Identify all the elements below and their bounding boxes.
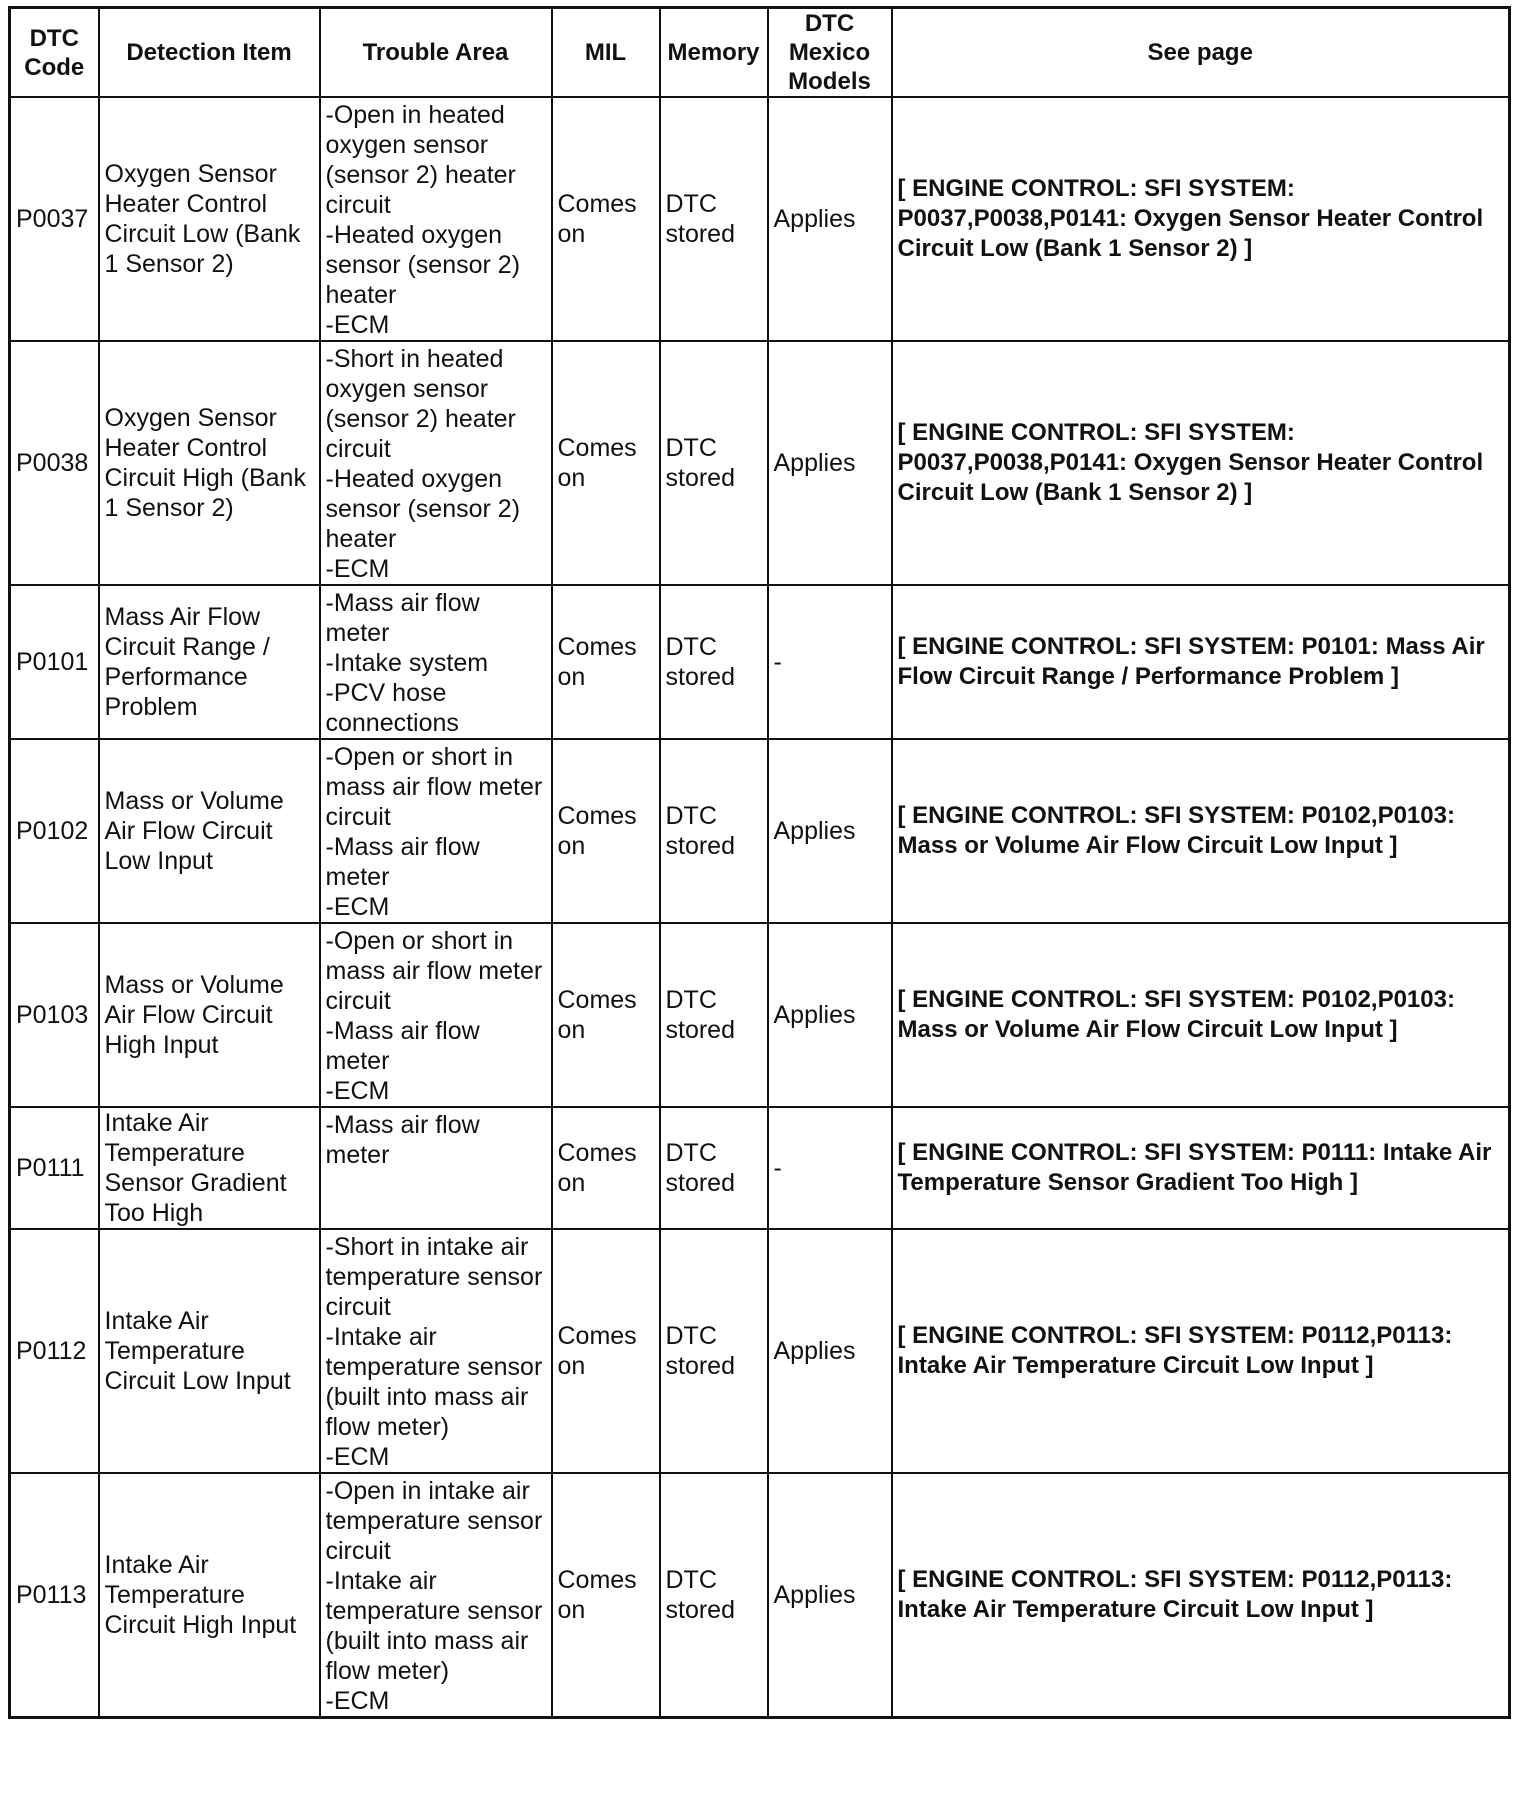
trouble-area-cell: -Short in heated oxygen sensor (sensor 2) heater circuit -Heated oxygen sensor (sensor 2) heater -ECM xyxy=(320,341,552,585)
table-row xyxy=(10,1473,1510,1718)
table-row xyxy=(10,1107,1510,1229)
memory-cell: DTC stored xyxy=(660,341,768,585)
dtc-code-cell: P0103 xyxy=(10,923,99,1107)
memory-cell: DTC stored xyxy=(660,1473,768,1718)
mil-cell: Comes on xyxy=(552,923,660,1107)
memory-cell: DTC stored xyxy=(660,585,768,739)
table-row xyxy=(10,585,1510,739)
mil-cell: Comes on xyxy=(552,1229,660,1473)
header-row xyxy=(10,8,1510,98)
detection-item-cell: Intake Air Temperature Sensor Gradient Too High xyxy=(99,1107,320,1229)
dtc-mexico-cell: Applies xyxy=(768,923,892,1107)
mil-cell: Comes on xyxy=(552,739,660,923)
see-page-link[interactable]: [ ENGINE CONTROL: SFI SYSTEM: P0101: Mass Air Flow Circuit Range / Performance Problem ] xyxy=(892,585,1510,739)
see-page-link[interactable]: [ ENGINE CONTROL: SFI SYSTEM: P0037,P0038,P0141: Oxygen Sensor Heater Control Circuit Low (Bank 1 Sensor 2) ] xyxy=(892,97,1510,341)
header-detection-item: Detection Item xyxy=(99,8,320,98)
header-dtc-mexico-models: DTC Mexico Models xyxy=(768,8,892,98)
trouble-area-cell: -Short in intake air temperature sensor circuit -Intake air temperature sensor (built into mass air flow meter) -ECM xyxy=(320,1229,552,1473)
dtc-code-cell: P0102 xyxy=(10,739,99,923)
dtc-code-cell: P0101 xyxy=(10,585,99,739)
trouble-area-cell: -Open or short in mass air flow meter circuit -Mass air flow meter -ECM xyxy=(320,923,552,1107)
detection-item-cell: Mass or Volume Air Flow Circuit High Input xyxy=(99,923,320,1107)
trouble-area-cell: -Open in intake air temperature sensor circuit -Intake air temperature sensor (built into mass air flow meter) -ECM xyxy=(320,1473,552,1718)
dtc-mexico-cell: - xyxy=(768,1107,892,1229)
detection-item-cell: Intake Air Temperature Circuit High Input xyxy=(99,1473,320,1718)
memory-cell: DTC stored xyxy=(660,97,768,341)
dtc-mexico-cell: Applies xyxy=(768,1229,892,1473)
memory-cell: DTC stored xyxy=(660,1229,768,1473)
header-see-page: See page xyxy=(892,8,1510,98)
dtc-mexico-cell: Applies xyxy=(768,341,892,585)
see-page-link[interactable]: [ ENGINE CONTROL: SFI SYSTEM: P0102,P0103: Mass or Volume Air Flow Circuit Low Input ] xyxy=(892,739,1510,923)
detection-item-cell: Oxygen Sensor Heater Control Circuit Low (Bank 1 Sensor 2) xyxy=(99,97,320,341)
dtc-code-cell: P0113 xyxy=(10,1473,99,1718)
memory-cell: DTC stored xyxy=(660,1107,768,1229)
dtc-code-cell: P0038 xyxy=(10,341,99,585)
mil-cell: Comes on xyxy=(552,97,660,341)
mil-cell: Comes on xyxy=(552,1473,660,1718)
memory-cell: DTC stored xyxy=(660,739,768,923)
header-mil: MIL xyxy=(552,8,660,98)
mil-cell: Comes on xyxy=(552,341,660,585)
memory-cell: DTC stored xyxy=(660,923,768,1107)
header-trouble-area: Trouble Area xyxy=(320,8,552,98)
detection-item-cell: Oxygen Sensor Heater Control Circuit High (Bank 1 Sensor 2) xyxy=(99,341,320,585)
see-page-link[interactable]: [ ENGINE CONTROL: SFI SYSTEM: P0102,P0103: Mass or Volume Air Flow Circuit Low Input ] xyxy=(892,923,1510,1107)
dtc-mexico-cell: Applies xyxy=(768,739,892,923)
see-page-link[interactable]: [ ENGINE CONTROL: SFI SYSTEM: P0111: Intake Air Temperature Sensor Gradient Too High ] xyxy=(892,1107,1510,1229)
detection-item-cell: Intake Air Temperature Circuit Low Input xyxy=(99,1229,320,1473)
trouble-area-cell: -Open in heated oxygen sensor (sensor 2) heater circuit -Heated oxygen sensor (sensor 2) heater -ECM xyxy=(320,97,552,341)
dtc-table xyxy=(8,6,1511,1719)
detection-item-cell: Mass Air Flow Circuit Range / Performance Problem xyxy=(99,585,320,739)
dtc-mexico-cell: Applies xyxy=(768,97,892,341)
dtc-mexico-cell: Applies xyxy=(768,1473,892,1718)
mil-cell: Comes on xyxy=(552,1107,660,1229)
table-row xyxy=(10,1229,1510,1473)
header-dtc-code: DTC Code xyxy=(10,8,99,98)
trouble-area-cell: -Mass air flow meter xyxy=(320,1107,552,1229)
dtc-code-cell: P0111 xyxy=(10,1107,99,1229)
see-page-link[interactable]: [ ENGINE CONTROL: SFI SYSTEM: P0037,P0038,P0141: Oxygen Sensor Heater Control Circuit Low (Bank 1 Sensor 2) ] xyxy=(892,341,1510,585)
mil-cell: Comes on xyxy=(552,585,660,739)
dtc-code-cell: P0037 xyxy=(10,97,99,341)
trouble-area-cell: -Open or short in mass air flow meter circuit -Mass air flow meter -ECM xyxy=(320,739,552,923)
dtc-mexico-cell: - xyxy=(768,585,892,739)
table-row xyxy=(10,341,1510,585)
detection-item-cell: Mass or Volume Air Flow Circuit Low Input xyxy=(99,739,320,923)
see-page-link[interactable]: [ ENGINE CONTROL: SFI SYSTEM: P0112,P0113: Intake Air Temperature Circuit Low Input ] xyxy=(892,1229,1510,1473)
header-memory: Memory xyxy=(660,8,768,98)
dtc-code-cell: P0112 xyxy=(10,1229,99,1473)
trouble-area-cell: -Mass air flow meter -Intake system -PCV hose connections xyxy=(320,585,552,739)
see-page-link[interactable]: [ ENGINE CONTROL: SFI SYSTEM: P0112,P0113: Intake Air Temperature Circuit Low Input ] xyxy=(892,1473,1510,1718)
table-row xyxy=(10,739,1510,923)
table-row xyxy=(10,923,1510,1107)
table-row xyxy=(10,97,1510,341)
